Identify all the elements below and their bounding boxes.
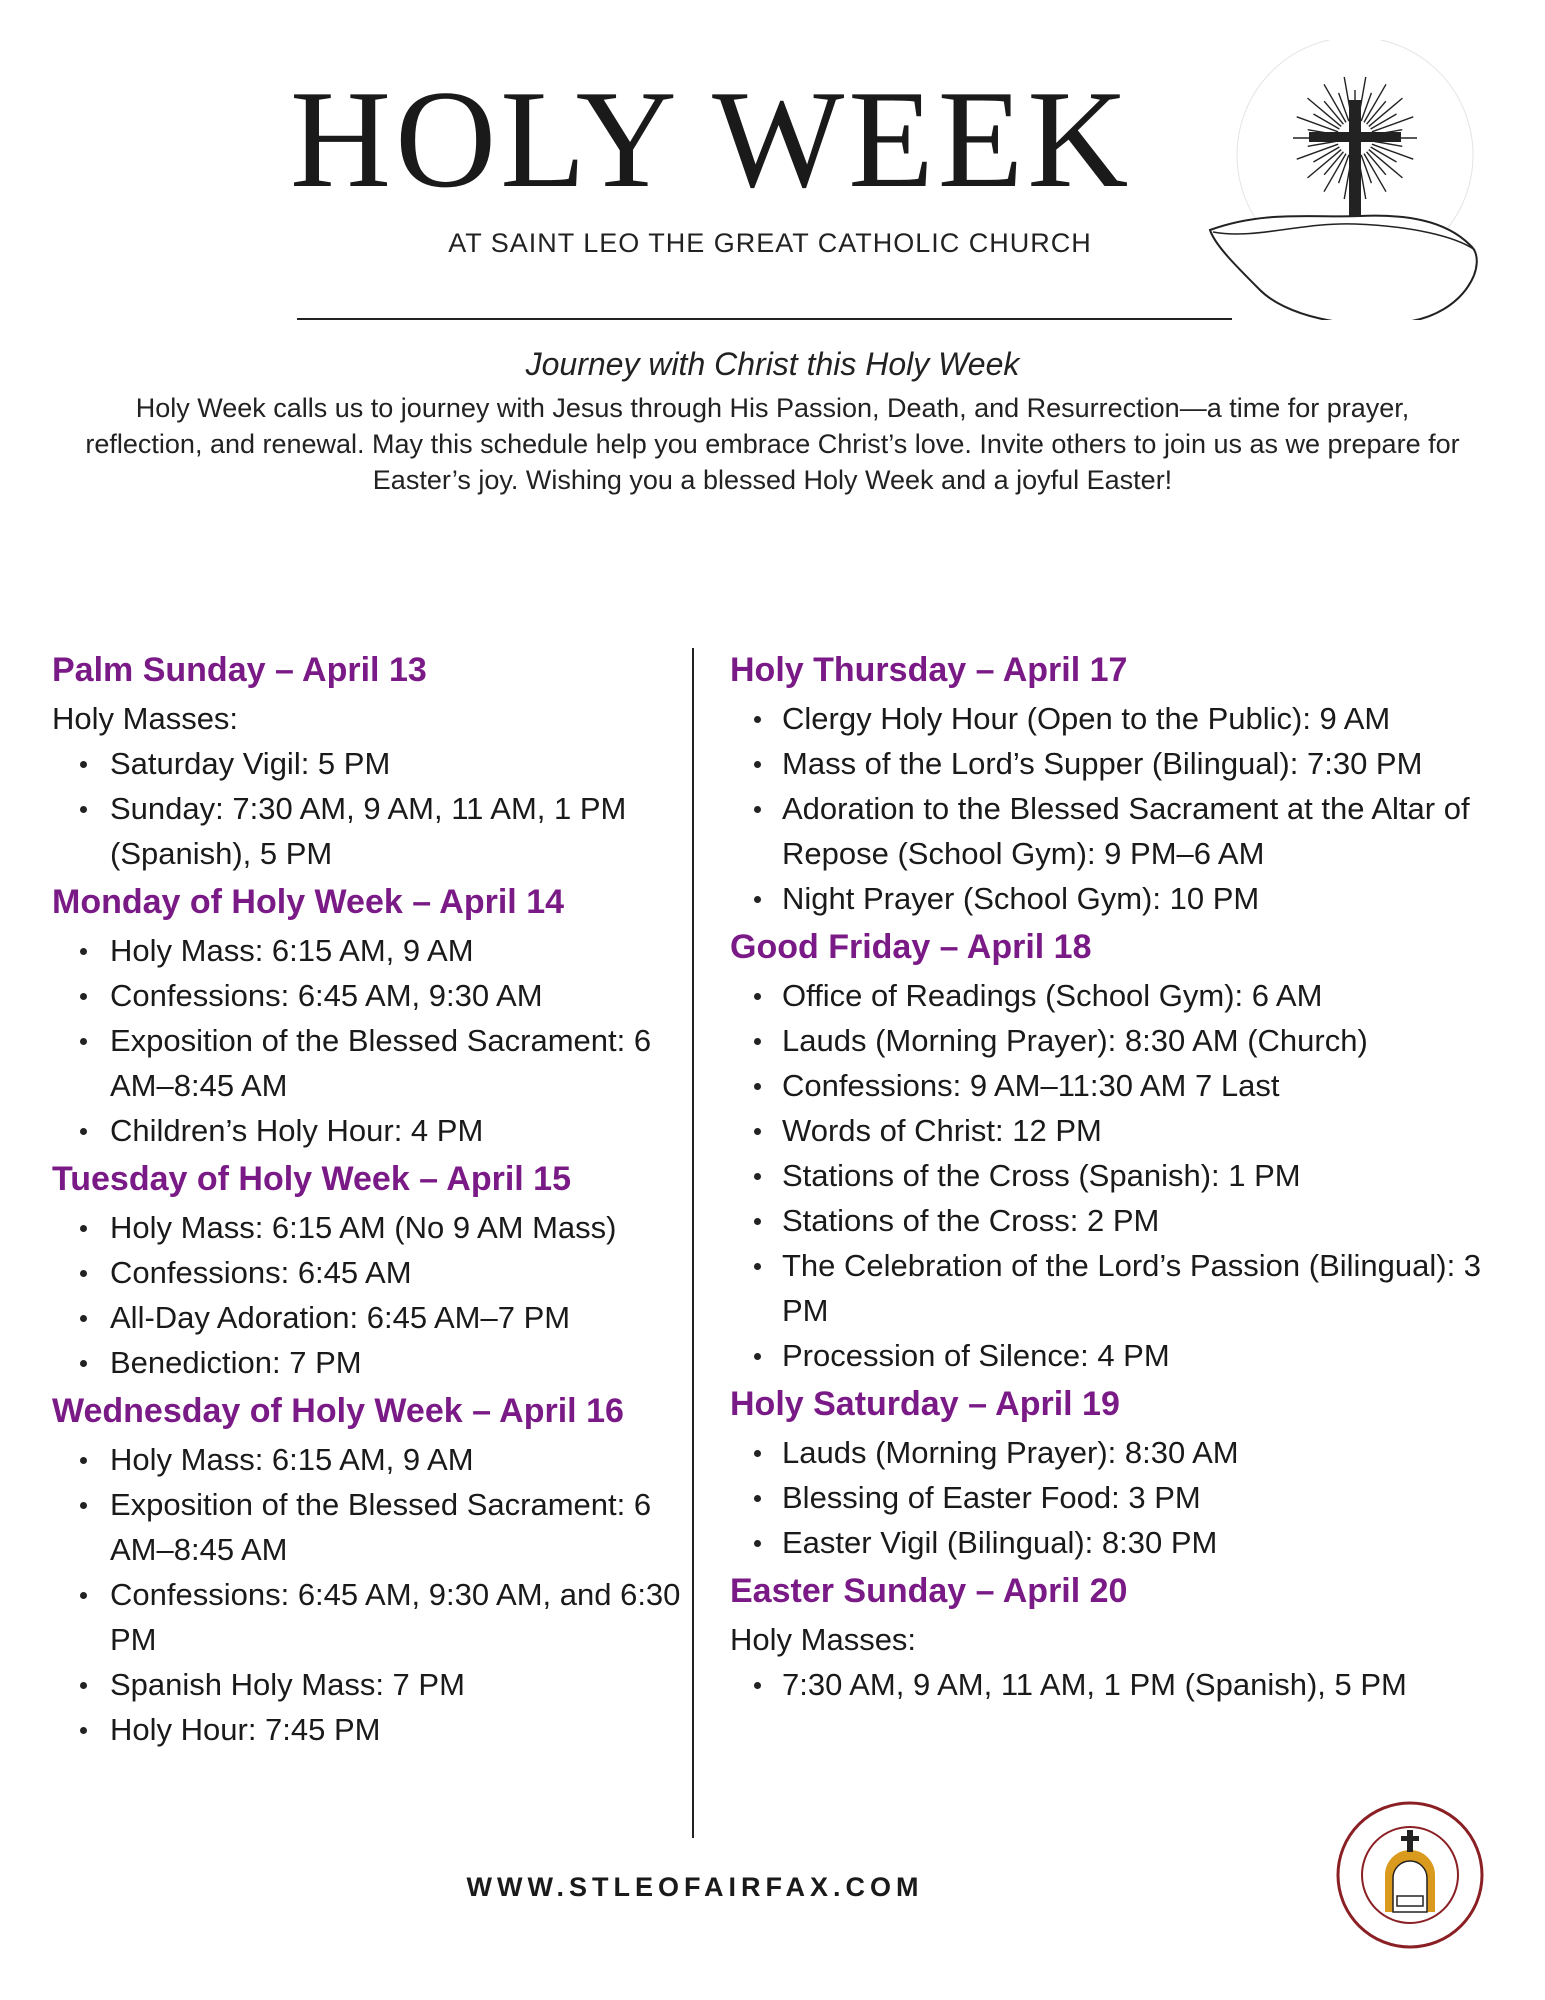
schedule-item: Confessions: 6:45 AM, 9:30 AM, and 6:30 PM xyxy=(52,1572,682,1662)
schedule-item: Words of Christ: 12 PM xyxy=(730,1108,1520,1153)
section-title: Tuesday of Holy Week – April 15 xyxy=(52,1160,571,1198)
section-title: Monday of Holy Week – April 14 xyxy=(52,883,565,921)
schedule-item: Mass of the Lord’s Supper (Bilingual): 7:30 PM xyxy=(730,741,1520,786)
schedule-section-easter-sunday xyxy=(730,1571,1520,1707)
section-lead: Holy Masses: xyxy=(52,701,239,736)
cross-on-hill-icon xyxy=(1205,40,1505,320)
schedule-section-tuesday xyxy=(52,1159,682,1385)
section-title: Palm Sunday – April 13 xyxy=(52,651,427,689)
column-divider xyxy=(692,648,694,1838)
intro-heading: Journey with Christ this Holy Week xyxy=(525,346,1020,382)
church-seal-icon xyxy=(1335,1800,1485,1950)
schedule-item: 7:30 AM, 9 AM, 11 AM, 1 PM (Spanish), 5 PM xyxy=(730,1662,1520,1707)
schedule-item: All-Day Adoration: 6:45 AM–7 PM xyxy=(52,1295,682,1340)
page-subtitle: AT SAINT LEO THE GREAT CATHOLIC CHURCH xyxy=(448,228,1092,258)
schedule-item: Lauds (Morning Prayer): 8:30 AM (Church) xyxy=(730,1018,1520,1063)
schedule-item: The Celebration of the Lord’s Passion (Bilingual): 3 PM xyxy=(730,1243,1520,1333)
schedule-item: Children’s Holy Hour: 4 PM xyxy=(52,1108,682,1153)
schedule-item: Easter Vigil (Bilingual): 8:30 PM xyxy=(730,1520,1520,1565)
left-schedule-column xyxy=(52,650,682,1758)
intro-text: Holy Week calls us to journey with Jesus through His Passion, Death, and Resurrection—a time for prayer, reflection, and renewal. May this schedule help you embrace Christ’s love. Invite others to join us as we prepare for Easter’s joy. Wishing you a blessed Holy Week and a joyful Easter! xyxy=(85,393,1460,495)
schedule-item: Confessions: 6:45 AM, 9:30 AM xyxy=(52,973,682,1018)
schedule-item: Exposition of the Blessed Sacrament: 6 AM–8:45 AM xyxy=(52,1482,682,1572)
section-title: Easter Sunday – April 20 xyxy=(730,1572,1128,1610)
section-title: Good Friday – April 18 xyxy=(730,928,1092,966)
schedule-item: Adoration to the Blessed Sacrament at the Altar of Repose (School Gym): 9 PM–6 AM xyxy=(730,786,1520,876)
schedule-item: Stations of the Cross: 2 PM xyxy=(730,1198,1520,1243)
schedule-item: Holy Hour: 7:45 PM xyxy=(52,1707,682,1752)
schedule-item: Confessions: 6:45 AM xyxy=(52,1250,682,1295)
schedule-item: Spanish Holy Mass: 7 PM xyxy=(52,1662,682,1707)
schedule-item: Sunday: 7:30 AM, 9 AM, 11 AM, 1 PM (Spanish), 5 PM xyxy=(52,786,682,876)
section-lead: Holy Masses: xyxy=(730,1622,917,1657)
schedule-item: Holy Mass: 6:15 AM (No 9 AM Mass) xyxy=(52,1205,682,1250)
schedule-item: Lauds (Morning Prayer): 8:30 AM xyxy=(730,1430,1520,1475)
schedule-item: Saturday Vigil: 5 PM xyxy=(52,741,682,786)
schedule-item: Benediction: 7 PM xyxy=(52,1340,682,1385)
section-title: Holy Thursday – April 17 xyxy=(730,651,1128,689)
schedule-item: Holy Mass: 6:15 AM, 9 AM xyxy=(52,928,682,973)
schedule-item: Night Prayer (School Gym): 10 PM xyxy=(730,876,1520,921)
schedule-item: Confessions: 9 AM–11:30 AM 7 Last xyxy=(730,1063,1520,1108)
header-divider xyxy=(297,318,1232,320)
schedule-section-monday xyxy=(52,882,682,1153)
schedule-section-good-friday xyxy=(730,927,1520,1378)
schedule-item: Stations of the Cross (Spanish): 1 PM xyxy=(730,1153,1520,1198)
schedule-section-holy-thursday xyxy=(730,650,1520,921)
section-title: Holy Saturday – April 19 xyxy=(730,1385,1120,1423)
right-schedule-column xyxy=(730,650,1520,1713)
schedule-section-holy-saturday xyxy=(730,1384,1520,1565)
website-link[interactable]: WWW.STLEOFAIRFAX.COM xyxy=(466,1872,924,1902)
schedule-section-palm-sunday xyxy=(52,650,682,876)
schedule-item: Holy Mass: 6:15 AM, 9 AM xyxy=(52,1437,682,1482)
schedule-item: Office of Readings (School Gym): 6 AM xyxy=(730,973,1520,1018)
schedule-item: Clergy Holy Hour (Open to the Public): 9 AM xyxy=(730,696,1520,741)
schedule-section-wednesday xyxy=(52,1391,682,1752)
schedule-item: Procession of Silence: 4 PM xyxy=(730,1333,1520,1378)
schedule-item: Blessing of Easter Food: 3 PM xyxy=(730,1475,1520,1520)
page-title: HOLY WEEK xyxy=(290,62,1133,217)
schedule-item: Exposition of the Blessed Sacrament: 6 AM–8:45 AM xyxy=(52,1018,682,1108)
section-title: Wednesday of Holy Week – April 16 xyxy=(52,1392,624,1430)
